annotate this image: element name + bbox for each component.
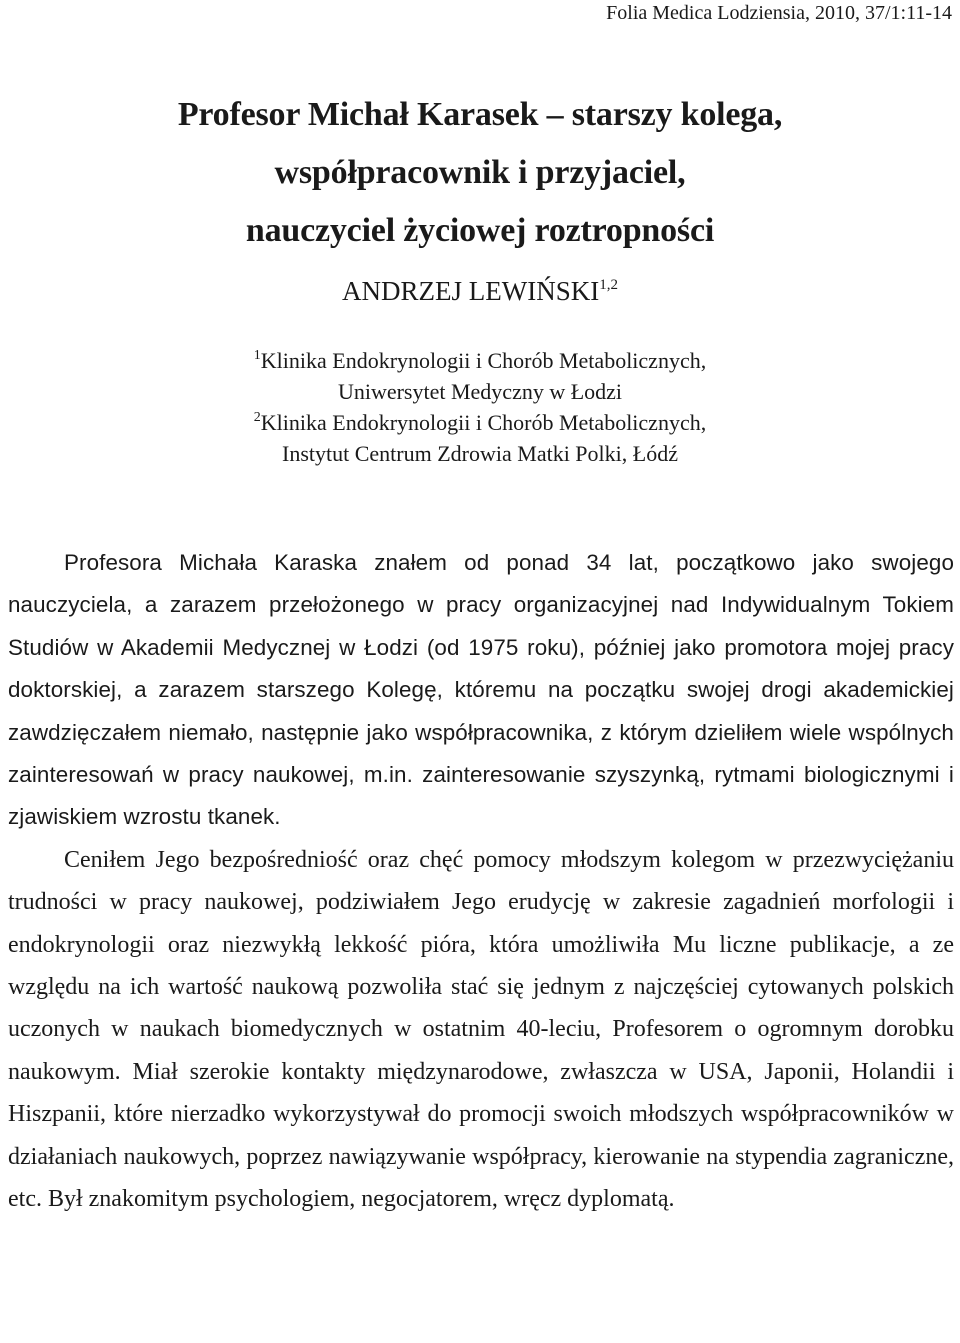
affiliation-line [0,407,960,438]
affiliation-line: Uniwersytet Medyczny w Łodzi [337,379,623,404]
affiliations [0,345,960,469]
affiliation-text: Klinika Endokrynologii i Chorób Metabolicznych, [260,410,707,435]
affiliation-text: Klinika Endokrynologii i Chorób Metabolicznych, [260,348,707,373]
article-title [0,86,960,260]
affiliation-line: Instytut Centrum Zdrowia Matki Polki, Łódź [282,441,678,466]
author-affiliation-marks: 1,2 [599,277,618,293]
author-name-text: ANDRZEJ LEWIŃSKI [342,276,600,306]
title-line: Profesor Michał Karasek – starszy kolega, [177,96,783,133]
author-name [0,274,960,308]
journal-reference: Folia Medica Lodziensia, 2010, 37/1:11-14 [606,2,952,24]
affiliation-mark: 2 [253,410,261,425]
body-paragraph: Ceniłem Jego bezpośredniość oraz chęć pomocy młodszym kolegom w przezwyciężaniu trudności w pracy naukowej, podziwiałem Jego erudycję w zakresie zagadnień morfologii i endokrynologii oraz niezwykłą lekkość pióra, która umożliwiła Mu liczne publikacje, a ze względu na ich wartość naukową pozwoliła stać się jednym z najczęściej cytowanych polskich uczonych w naukach biomedycznych w ostatnim 40-leciu, Profesorem o ogromnym dorobku naukowym. Miał szerokie kontakty międzynarodowe, zwłaszcza w USA, Japonii, Holandii i Hiszpanii, które nierzadko wykorzystywał do promocji swoich młodszych współpracowników w działaniach naukowych, poprzez nawiązywanie współpracy, kierowanie na stypendia zagraniczne, etc. Był znakomitym psychologiem, negocjatorem, wręcz dyplomatą. [8,846,954,1213]
body-paragraph: Profesora Michała Karaska znałem od ponad 34 lat, początkowo jako swojego nauczyciela, a zarazem przełożonego w pracy organizacyjnej nad Indywidualnym Tokiem Studiów w Akademii Medycznej w Łodzi (od 1975 roku), później jako promotora mojej pracy doktorskiej, a zarazem starszego Kolegę, któremu na początku swojej drogi akademickiej zawdzięczałem niemało, następnie jako współpracownika, z którym dzieliłem wiele wspólnych zainteresowań w pracy naukowej, m.in. zainteresowanie szyszynką, rytmami biologicznymi i zjawiskiem wzrostu tkanek. [8,550,954,830]
title-line: współpracownik i przyjaciel, [274,154,686,191]
affiliation-line [0,345,960,376]
article-body [8,542,954,1221]
affiliation-mark: 1 [253,348,261,363]
title-line: nauczyciel życiowej roztropności [245,212,715,249]
